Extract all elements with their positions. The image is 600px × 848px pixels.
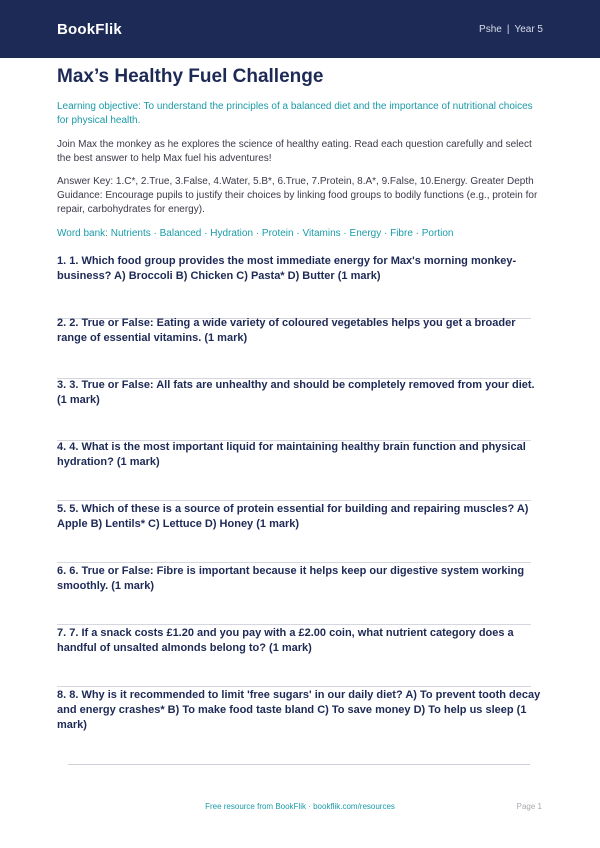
intro-text: Join Max the monkey as he explores the science of healthy eating. Read each question carefully and select the best answer to help Max fuel his adventures! bbox=[57, 139, 532, 164]
question-7: 7. 7. If a snack costs £1.20 and you pay with a £2.00 coin, what nutrient category does a handful of unsalted almonds belong to? (1 mark) bbox=[57, 627, 514, 654]
brand-logo: BookFlik bbox=[57, 20, 122, 38]
year-label: Year 5 bbox=[514, 23, 543, 35]
subject-label: Pshe bbox=[479, 23, 502, 35]
answer-line bbox=[57, 500, 531, 501]
footer-divider bbox=[68, 764, 530, 765]
footer-text: Free resource from BookFlik · bookflik.com/resources bbox=[205, 802, 395, 811]
page-header bbox=[0, 0, 600, 58]
question-8: 8. 8. Why is it recommended to limit 'free sugars' in our daily diet? A) To prevent tooth decay and energy crashes* B) To make food taste bland C) To save money D) To help us sleep (1 mark) bbox=[57, 689, 541, 731]
page-title: Max’s Healthy Fuel Challenge bbox=[57, 66, 324, 87]
header-separator: | bbox=[506, 23, 510, 35]
learning-objective: Learning objective: To understand the principles of a balanced diet and the importance of nutritional choices for physical health. bbox=[57, 101, 533, 126]
answer-line bbox=[57, 624, 531, 625]
question-5: 5. 5. Which of these is a source of protein essential for building and repairing muscles? A) Apple B) Lentils* C) Lettuce D) Honey (1 mark) bbox=[57, 503, 529, 530]
page-number: Page 1 bbox=[516, 802, 542, 811]
worksheet-intro bbox=[57, 66, 543, 241]
word-bank: Word bank: Nutrients · Balanced · Hydration · Protein · Vitamins · Energy · Fibre · Portion bbox=[57, 228, 454, 239]
question-2: 2. 2. True or False: Eating a wide variety of coloured vegetables helps you get a broader range of essential vitamins. (1 mark) bbox=[57, 317, 516, 344]
question-1: 1. 1. Which food group provides the most immediate energy for Max's morning monkey-business? A) Broccoli B) Chicken C) Pasta* D) Butter (1 mark) bbox=[57, 255, 517, 282]
question-4: 4. 4. What is the most important liquid for maintaining healthy brain function and physical hydration? (1 mark) bbox=[57, 441, 526, 468]
answer-line bbox=[57, 562, 531, 563]
question-6: 6. 6. True or False: Fibre is important because it helps keep our digestive system working smoothly. (1 mark) bbox=[57, 565, 525, 592]
answer-key: Answer Key: 1.C*, 2.True, 3.False, 4.Water, 5.B*, 6.True, 7.Protein, 8.A*, 9.False, 10.Energy. Greater Depth Guidance: Encourage pupils to justify their choices by linking food groups to bodily functions (e.g., protein for repair, carbohydrates for energy). bbox=[57, 176, 538, 215]
header-meta bbox=[479, 24, 543, 35]
question-3: 3. 3. True or False: All fats are unhealthy and should be completely removed from your diet. (1 mark) bbox=[57, 379, 535, 406]
answer-line bbox=[57, 686, 531, 687]
